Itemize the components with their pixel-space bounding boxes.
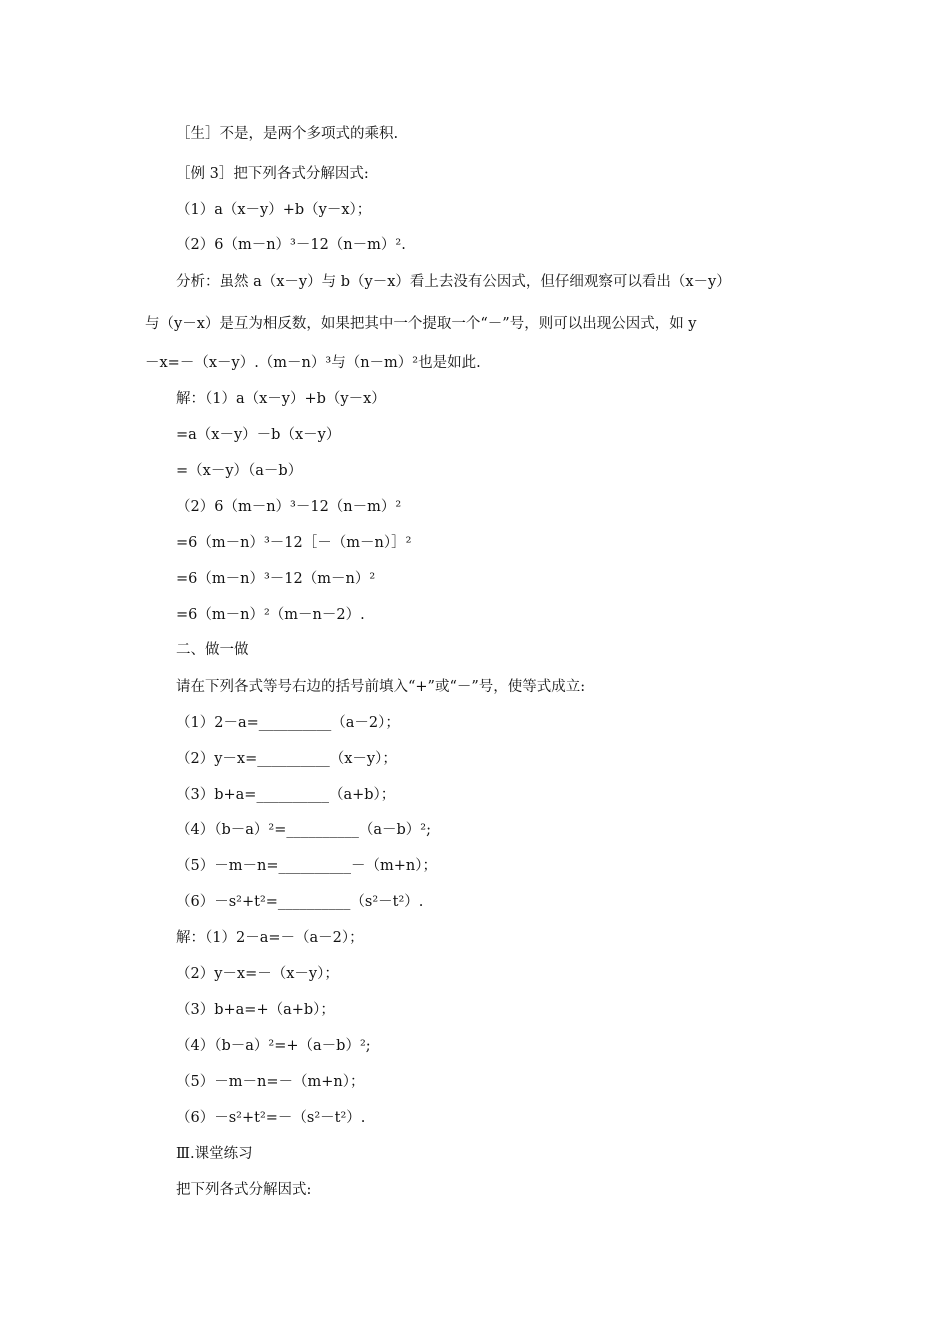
solution-line-1: 解：（1）a（x－y）+b（y－x）: [176, 391, 386, 407]
answer-line-5: （5）－m－n=－（m+n）；: [176, 1074, 365, 1090]
solution-line-5: =6（m－n）³－12［－（m－n）］²: [176, 535, 412, 551]
exercise-item-6: （6）－s²+t²=__________（s²－t²）.: [176, 894, 424, 910]
example-item-1: （1）a（x－y）+b（y－x）；: [176, 202, 372, 218]
exercise-instruction: 请在下列各式等号右边的括号前填入“+”或“－”号，使等式成立:: [176, 679, 586, 695]
exercise-item-1: （1）2－a=__________（a－2）；: [176, 715, 400, 731]
solution-line-4: （2）6（m－n）³－12（n－m）²: [176, 499, 402, 515]
exercise-item-3: （3）b+a=__________（a+b）；: [176, 787, 396, 803]
answer-line-3: （3）b+a=+（a+b）；: [176, 1002, 335, 1018]
analysis-line-1: 分析：虽然 a（x－y）与 b（y－x）看上去没有公因式，但仔细观察可以看出（x－y）: [176, 274, 731, 290]
analysis-line-3: －x=－（x－y）.（m－n）³与（n－m）²也是如此.: [145, 355, 481, 371]
example-item-2: （2）6（m－n）³－12（n－m）².: [176, 237, 406, 253]
answer-line-2: （2）y－x=－（x－y）；: [176, 966, 339, 982]
example-heading: ［例 3］把下列各式分解因式:: [176, 166, 369, 182]
answer-line-1: 解：（1）2－a=－（a－2）；: [176, 930, 364, 946]
dialog-line: ［生］不是，是两个多项式的乘积.: [176, 126, 399, 142]
practice-heading: Ⅲ.课堂练习: [176, 1146, 253, 1162]
exercise-item-4: （4）（b－a）²=__________（a－b）²;: [176, 822, 431, 838]
exercise-item-2: （2）y－x=__________（x－y）；: [176, 751, 397, 767]
section-heading: 二、做一做: [176, 642, 249, 658]
practice-instruction: 把下列各式分解因式:: [176, 1182, 312, 1198]
analysis-line-2: 与（y－x）是互为相反数，如果把其中一个提取一个“－”号，则可以出现公因式，如 y: [145, 316, 697, 332]
solution-line-3: =（x－y）（a－b）: [176, 463, 303, 479]
solution-line-2: =a（x－y）－b（x－y）: [176, 427, 341, 443]
answer-line-4: （4）（b－a）²=+（a－b）²;: [176, 1038, 371, 1054]
solution-line-7: =6（m－n）²（m－n－2）.: [176, 607, 365, 623]
exercise-item-5: （5）－m－n=__________－（m+n）；: [176, 858, 437, 874]
solution-line-6: =6（m－n）³－12（m－n）²: [176, 571, 376, 587]
answer-line-6: （6）－s²+t²=－（s²－t²）.: [176, 1110, 366, 1126]
